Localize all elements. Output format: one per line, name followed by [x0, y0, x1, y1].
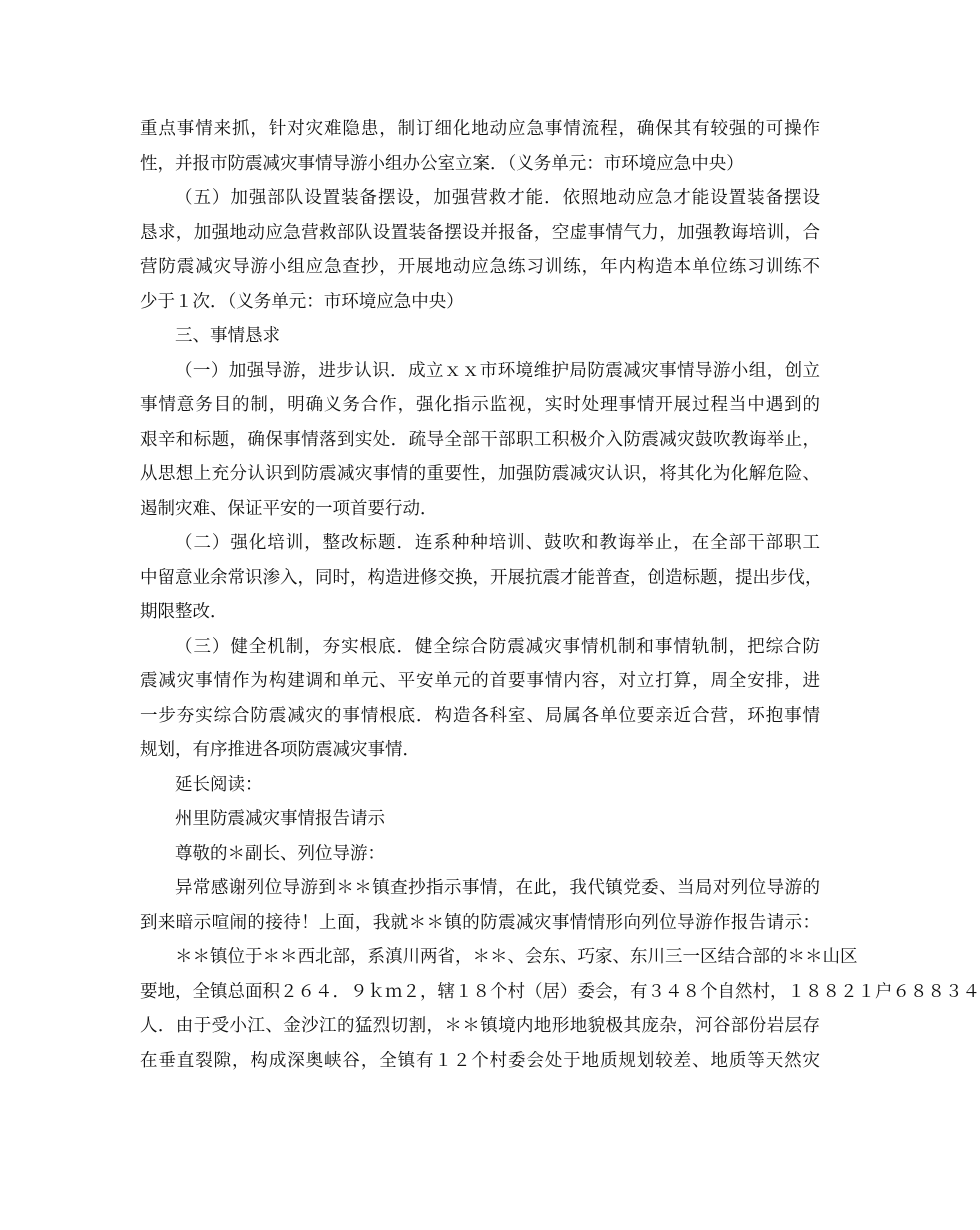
text-line: 中留意业余常识渗入，同时，构造进修交换，开展抗震才能普查，创造标题，提出步伐， — [140, 567, 823, 588]
text-line: 一步夯实综合防震减灾的事情根底．构造各科室、局属各单位要亲近合营，环抱事情 — [140, 705, 820, 726]
text-line: 性，并报市防震减灾事情导游小组办公室立案．（义务单元：市环境应急中央） — [140, 153, 744, 174]
text-line: 人．由于受小江、金沙江的猛烈切割，＊＊镇境内地形地貌极其庞杂，河谷部份岩层存 — [140, 1016, 820, 1036]
document-body — [140, 112, 980, 1078]
text-line: 恳求，加强地动应急营救部队设置装备摆设并报备，空虚事情气力，加强教诲培训，合 — [140, 222, 820, 243]
text-line: 要地，全镇总面积２６４．９ｋｍ２，辖１８个村（居）委会，有３４８个自然村，１８８２１户６８８３４ — [140, 981, 980, 1002]
text-line: 三、事情恳求 — [175, 326, 280, 346]
text-line: 延长阅读： — [175, 774, 263, 795]
text-line: 到来暗示喧闹的接待！上面，我就＊＊镇的防震减灾事情情形向列位导游作报告请示： — [140, 912, 820, 933]
text-line: 期限整改． — [140, 602, 228, 622]
text-line: 营防震减灾导游小组应急查抄，开展地动应急练习训练，年内构造本单位练习训练不 — [140, 257, 820, 277]
text-line: 艰辛和标题，确保事情落到实处．疏导全部干部职工积极介入防震减灾鼓吹教诲举止， — [140, 429, 820, 450]
text-line: 异常感谢列位导游到＊＊镇查抄指示事情，在此，我代镇党委、当局对列位导游的 — [175, 878, 820, 898]
text-line: ＊＊镇位于＊＊西北部，系滇川两省，＊＊、会东、巧家、东川三一区结合部的＊＊山区 — [175, 947, 858, 967]
text-line: 从思想上充分认识到防震减灾事情的重要性，加强防震减灾认识，将其化为化解危险、 — [140, 464, 820, 484]
text-line: （五）加强部队设置装备摆设，加强营救才能．依照地动应急才能设置装备摆设 — [175, 188, 820, 208]
text-line: （一）加强导游，进步认识．成立ｘｘ市环境维护局防震减灾事情导游小组，创立 — [175, 360, 820, 381]
text-line: 重点事情来抓，针对灾难隐患，制订细化地动应急事情流程，确保其有较强的可操作 — [140, 119, 820, 139]
text-line: （二）强化培训，整改标题．连系种种培训、鼓吹和教诲举止，在全部干部职工 — [175, 533, 820, 553]
text-line: 遏制灾难、保证平安的一项首要行动． — [140, 498, 438, 519]
text-line: 少于１次．（义务单元：市环境应急中央） — [140, 291, 464, 312]
text-line: 州里防震减灾事情报告请示 — [175, 809, 385, 829]
text-line: 在垂直裂隙，构成深奥峡谷，全镇有１２个村委会处于地质规划较差、地质等天然灾 — [140, 1050, 820, 1071]
text-line: （三）健全机制，夯实根底．健全综合防震减灾事情机制和事情轨制，把综合防 — [175, 636, 820, 657]
text-line: 规划，有序推进各项防震减灾事情． — [140, 740, 420, 760]
text-line: 震减灾事情作为构建调和单元、平安单元的首要事情内容，对立打算，周全安排，进 — [140, 671, 820, 691]
text-line: 事情意务目的制，明确义务合作，强化指示监视，实时处理事情开展过程当中遇到的 — [140, 395, 820, 415]
text-line: 尊敬的＊副长、列位导游： — [175, 843, 385, 864]
